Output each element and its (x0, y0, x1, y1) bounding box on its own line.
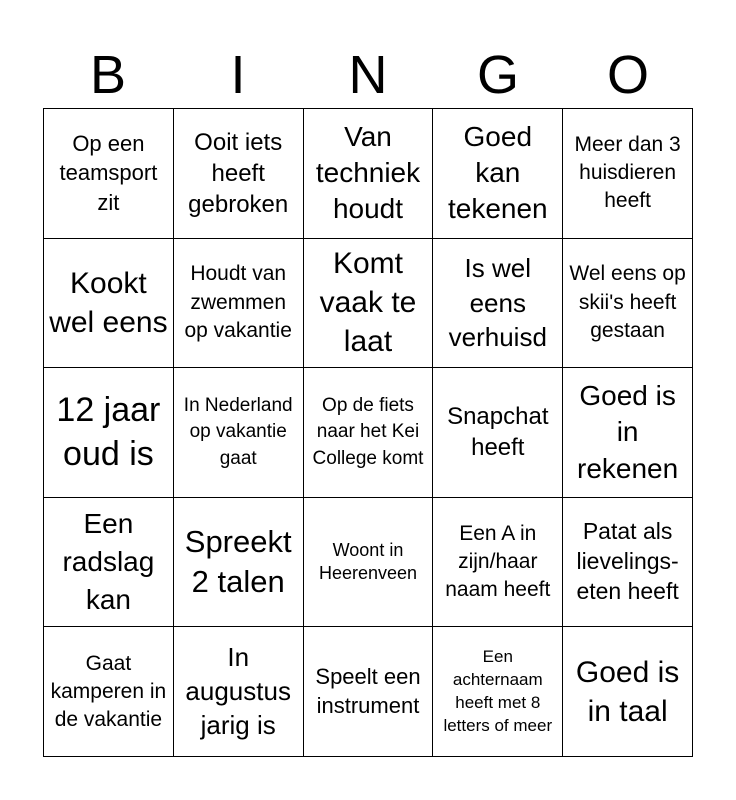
bingo-cell-text: Meer dan 3 huisdieren heeft (574, 132, 681, 213)
bingo-cell-n2[interactable] (304, 239, 434, 369)
bingo-cell-n3[interactable] (304, 368, 434, 498)
bingo-cell-text: Goed kan tekenen (447, 120, 548, 225)
bingo-cell-text: Een achternaam heeft met 8 letters of meer (443, 646, 553, 735)
bingo-cell-o4[interactable] (563, 498, 693, 628)
bingo-card-grid (43, 108, 693, 757)
header-letter-i: I (230, 45, 246, 105)
bingo-cell-text: Goed is in taal (575, 655, 680, 728)
bingo-cell-b1[interactable] (44, 109, 174, 239)
bingo-cell-g3[interactable] (433, 368, 563, 498)
bingo-cell-g2[interactable] (433, 239, 563, 369)
bingo-cell-text: Wel eens op skii's heeft gestaan (569, 262, 686, 343)
bingo-cell-text: 12 jaar oud is (56, 391, 161, 474)
bingo-cell-b3[interactable] (44, 368, 174, 498)
bingo-cell-text: Patat als lievelings-eten heeft (576, 518, 679, 605)
bingo-cell-text: Is wel eens verhuisd (448, 253, 547, 353)
bingo-cell-text: Ooit iets heeft gebroken (188, 128, 289, 218)
bingo-cell-text: In Nederland op vakantie gaat (183, 395, 293, 469)
bingo-cell-n4[interactable] (304, 498, 434, 628)
bingo-cell-text: Snapchat heeft (447, 403, 549, 462)
bingo-cell-b2[interactable] (44, 239, 174, 369)
bingo-cell-i5[interactable] (174, 627, 304, 757)
bingo-cell-g1[interactable] (433, 109, 563, 239)
bingo-cell-text: Kookt wel eens (49, 266, 168, 339)
bingo-cell-b5[interactable] (44, 627, 174, 757)
bingo-cell-text: Op een teamsport zit (59, 130, 158, 216)
bingo-cell-text: Een radslag kan (62, 508, 155, 615)
bingo-cell-text: Speelt een instrument (315, 664, 421, 718)
bingo-cell-text: Houdt van zwemmen op vakantie (184, 262, 292, 343)
bingo-cell-o3[interactable] (563, 368, 693, 498)
bingo-cell-o2[interactable] (563, 239, 693, 369)
bingo-cell-i3[interactable] (174, 368, 304, 498)
bingo-cell-i2[interactable] (174, 239, 304, 369)
bingo-cell-text: Komt vaak te laat (319, 247, 417, 359)
bingo-cell-i4[interactable] (174, 498, 304, 628)
bingo-cell-text: Gaat kamperen in de vakantie (50, 651, 167, 731)
bingo-cell-b4[interactable] (44, 498, 174, 628)
header-letter-o: O (606, 45, 649, 105)
bingo-cell-text: Spreekt 2 talen (184, 523, 292, 600)
bingo-cell-g5[interactable] (433, 627, 563, 757)
bingo-cell-i1[interactable] (174, 109, 304, 239)
header-letter-b: B (89, 45, 127, 105)
bingo-header (43, 42, 693, 108)
bingo-cell-text: Woont in Heerenveen (318, 539, 418, 584)
bingo-cell-n5[interactable] (304, 627, 434, 757)
bingo-cell-text: Op de fiets naar het Kei College komt (312, 395, 424, 469)
bingo-cell-text: In augustus jarig is (185, 642, 291, 740)
header-letter-n: N (348, 45, 388, 105)
header-letter-g: G (476, 45, 519, 105)
bingo-cell-text: Een A in zijn/haar naam heeft (445, 521, 551, 602)
bingo-cell-g4[interactable] (433, 498, 563, 628)
bingo-cell-n1[interactable] (304, 109, 434, 239)
bingo-cell-o1[interactable] (563, 109, 693, 239)
bingo-cell-text: Van techniek houdt (315, 120, 421, 225)
bingo-cell-o5[interactable] (563, 627, 693, 757)
bingo-cell-text: Goed is in rekenen (577, 379, 679, 484)
